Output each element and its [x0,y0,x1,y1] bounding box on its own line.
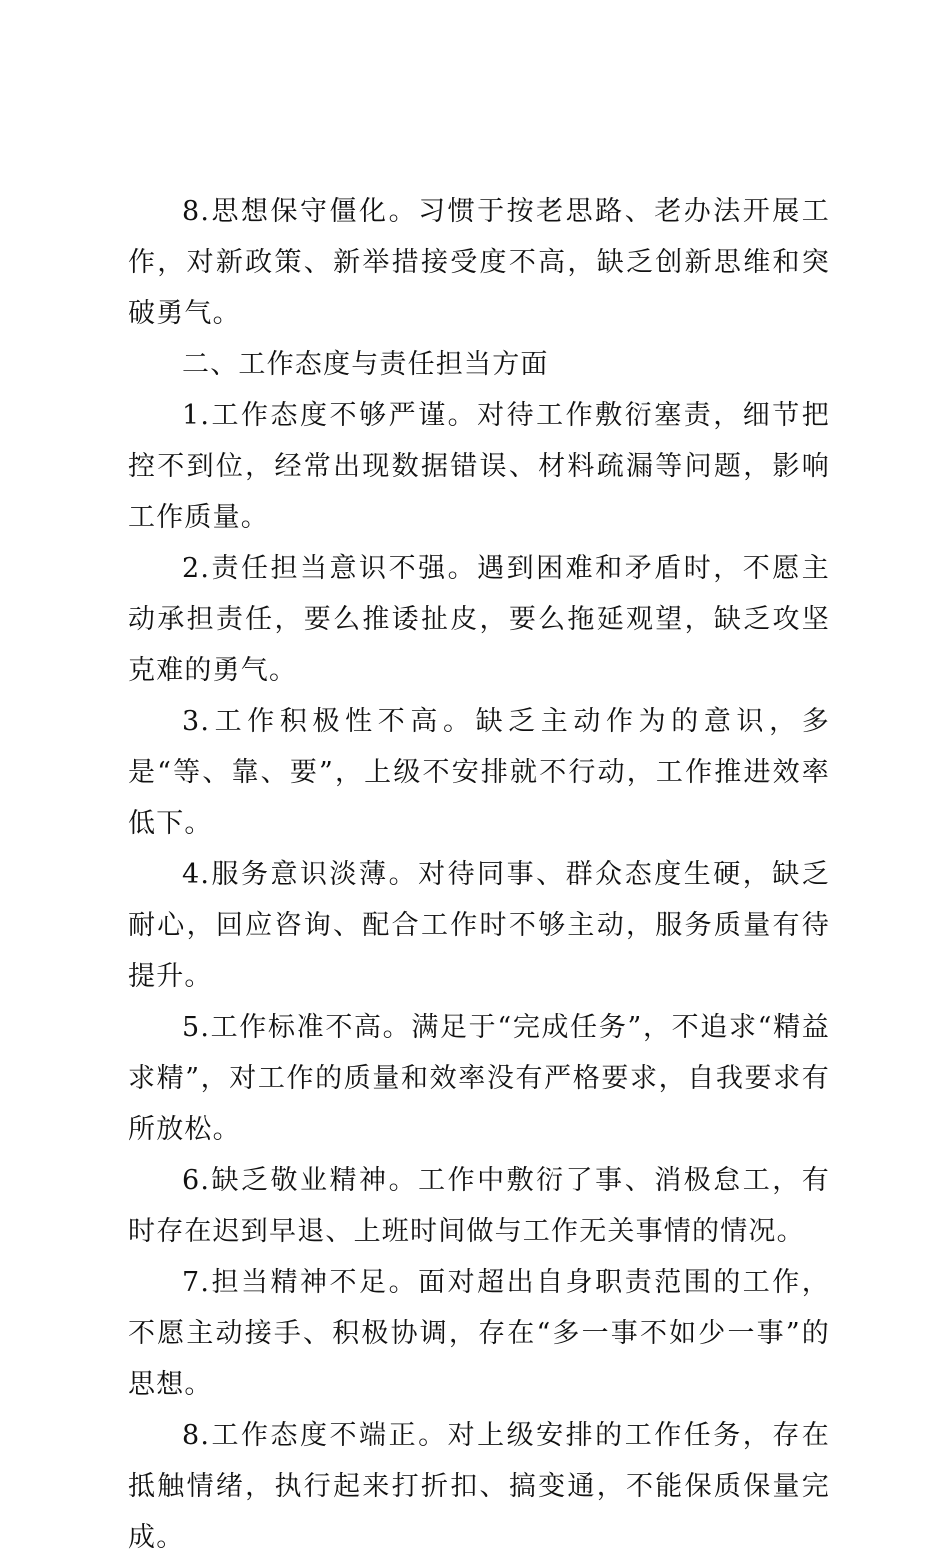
paragraph-item-2-weak-responsibility: 2.责任担当意识不强。遇到困难和矛盾时，不愿主动承担责任，要么推诿扯皮，要么拖延观望，缺乏攻坚克难的勇气。 [128,553,830,686]
paragraph-item-3-low-initiative: 3.工作积极性不高。缺乏主动作为的意识，多是“等、靠、要”，上级不安排就不行动，工作推进效率低下。 [128,706,830,839]
paragraph-item-7-insufficient-responsibility: 7.担当精神不足。面对超出自身职责范围的工作，不愿主动接手、积极协调，存在“多一事不如少一事”的思想。 [128,1267,830,1400]
paragraph-item-5-low-standards: 5.工作标准不高。满足于“完成任务”，不追求“精益求精”，对工作的质量和效率没有严格要求，自我要求有所放松。 [128,1012,830,1145]
paragraph-item-6-lack-dedication: 6.缺乏敬业精神。工作中敷衍了事、消极怠工，有时存在迟到早退、上班时间做与工作无关事情的情况。 [128,1165,830,1247]
paragraph-item-8-conservative-thinking: 8.思想保守僵化。习惯于按老思路、老办法开展工作，对新政策、新举措接受度不高，缺乏创新思维和突破勇气。 [128,196,830,329]
paragraph-item-1-not-rigorous: 1.工作态度不够严谨。对待工作敷衍塞责，细节把控不到位，经常出现数据错误、材料疏漏等问题，影响工作质量。 [128,400,830,533]
document-body [128,186,830,1563]
paragraph-item-8-improper-attitude: 8.工作态度不端正。对上级安排的工作任务，存在抵触情绪，执行起来打折扣、搞变通，不能保质保量完成。 [128,1420,830,1553]
paragraph-item-4-weak-service: 4.服务意识淡薄。对待同事、群众态度生硬，缺乏耐心，回应咨询、配合工作时不够主动，服务质量有待提升。 [128,859,830,992]
section-heading-work-attitude: 二、工作态度与责任担当方面 [182,349,549,380]
